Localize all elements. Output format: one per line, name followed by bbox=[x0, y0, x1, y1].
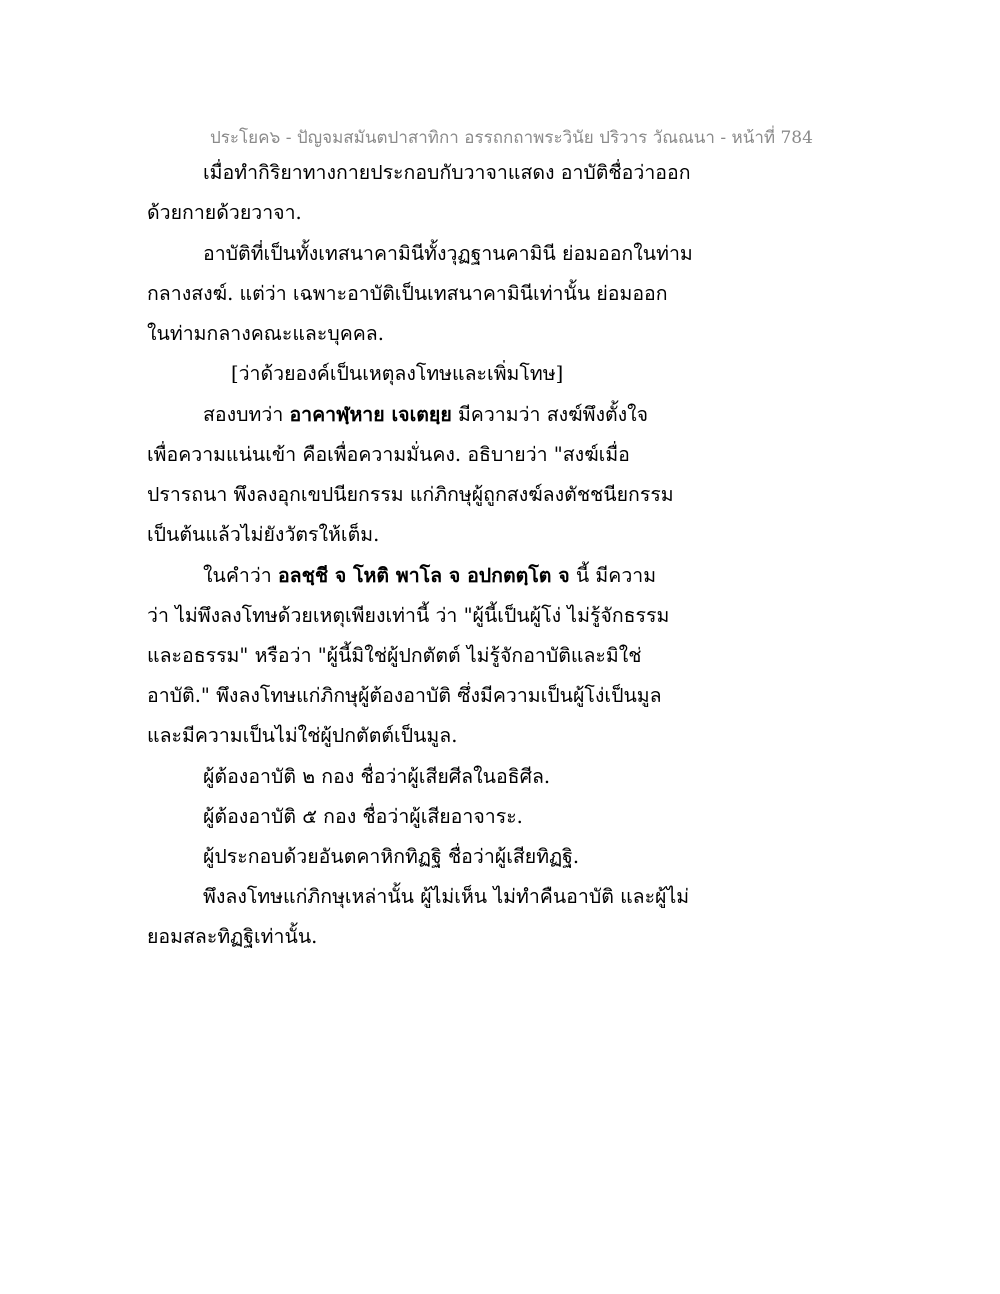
pali-term: อลชฺชี จ โหติ พาโล จ อปกตตฺโต จ bbox=[277, 564, 570, 587]
line-text: สองบทว่า bbox=[203, 403, 290, 426]
text-line: ยอมสละทิฏฐิเท่านั้น. bbox=[147, 925, 318, 948]
page-header: ประโยค๖ - ปัญจมสมันตปาสาทิกา อรรถกถาพระวินัย ปริวาร วัณณนา - หน้าที่ 784 bbox=[210, 128, 813, 148]
text-line: เป็นต้นแล้วไม่ยังวัตรให้เต็ม. bbox=[147, 523, 380, 546]
text-line: และอธรรม" หรือว่า "ผู้นี้มิใช่ผู้ปกตัตต์ ไม่รู้จักอาบัติและมิใช่ bbox=[147, 644, 642, 667]
text-line: ว่า ไม่พึงลงโทษด้วยเหตุเพียงเท่านี้ ว่า "ผู้นี้เป็นผู้โง่ ไม่รู้จักธรรม bbox=[147, 604, 670, 627]
section-heading: [ว่าด้วยองค์เป็นเหตุลงโทษและเพิ่มโทษ] bbox=[231, 362, 564, 385]
text-line: พึงลงโทษแก่ภิกษุเหล่านั้น ผู้ไม่เห็น ไม่ทำคืนอาบัติ และผู้ไม่ bbox=[203, 885, 690, 908]
text-line: กลางสงฆ์. แต่ว่า เฉพาะอาบัติเป็นเทสนาคามินีเท่านั้น ย่อมออก bbox=[147, 282, 668, 305]
text-line bbox=[203, 566, 656, 586]
text-line: เมื่อทำกิริยาทางกายประกอบกับวาจาแสดง อาบัติชื่อว่าออก bbox=[203, 161, 691, 184]
text-line bbox=[203, 405, 648, 425]
text-line: ปรารถนา พึงลงอุกเขปนียกรรม แก่ภิกษุผู้ถูกสงฆ์ลงตัชชนียกรรม bbox=[147, 483, 674, 506]
pali-term: อาคาฬฺหาย เจเตยฺย bbox=[289, 403, 452, 426]
line-text: ในคำว่า bbox=[203, 564, 278, 587]
text-line: อาบัติที่เป็นทั้งเทสนาคามินีทั้งวุฏฐานคามินี ย่อมออกในท่าม bbox=[203, 242, 693, 265]
text-line: ผู้ต้องอาบัติ ๕ กอง ชื่อว่าผู้เสียอาจาระ. bbox=[203, 805, 523, 828]
text-line: อาบัติ." พึงลงโทษแก่ภิกษุผู้ต้องอาบัติ ซึ่งมีความเป็นผู้โง่เป็นมูล bbox=[147, 684, 662, 707]
line-text: นี้ มีความ bbox=[569, 564, 657, 587]
text-line: ด้วยกายด้วยวาจา. bbox=[147, 201, 302, 224]
text-line: ผู้ต้องอาบัติ ๒ กอง ชื่อว่าผู้เสียศีลในอธิศีล. bbox=[203, 765, 551, 788]
text-line: ผู้ประกอบด้วยอันตคาหิกทิฏฐิ ชื่อว่าผู้เสียทิฏฐิ. bbox=[203, 845, 580, 868]
text-line: เพื่อความแน่นเข้า คือเพื่อความมั่นคง. อธิบายว่า "สงฆ์เมื่อ bbox=[147, 443, 630, 466]
line-text: มีความว่า สงฆ์พึงตั้งใจ bbox=[451, 403, 649, 426]
text-line: ในท่ามกลางคณะและบุคคล. bbox=[147, 322, 384, 345]
text-line: และมีความเป็นไม่ใช่ผู้ปกตัตต์เป็นมูล. bbox=[147, 724, 458, 747]
